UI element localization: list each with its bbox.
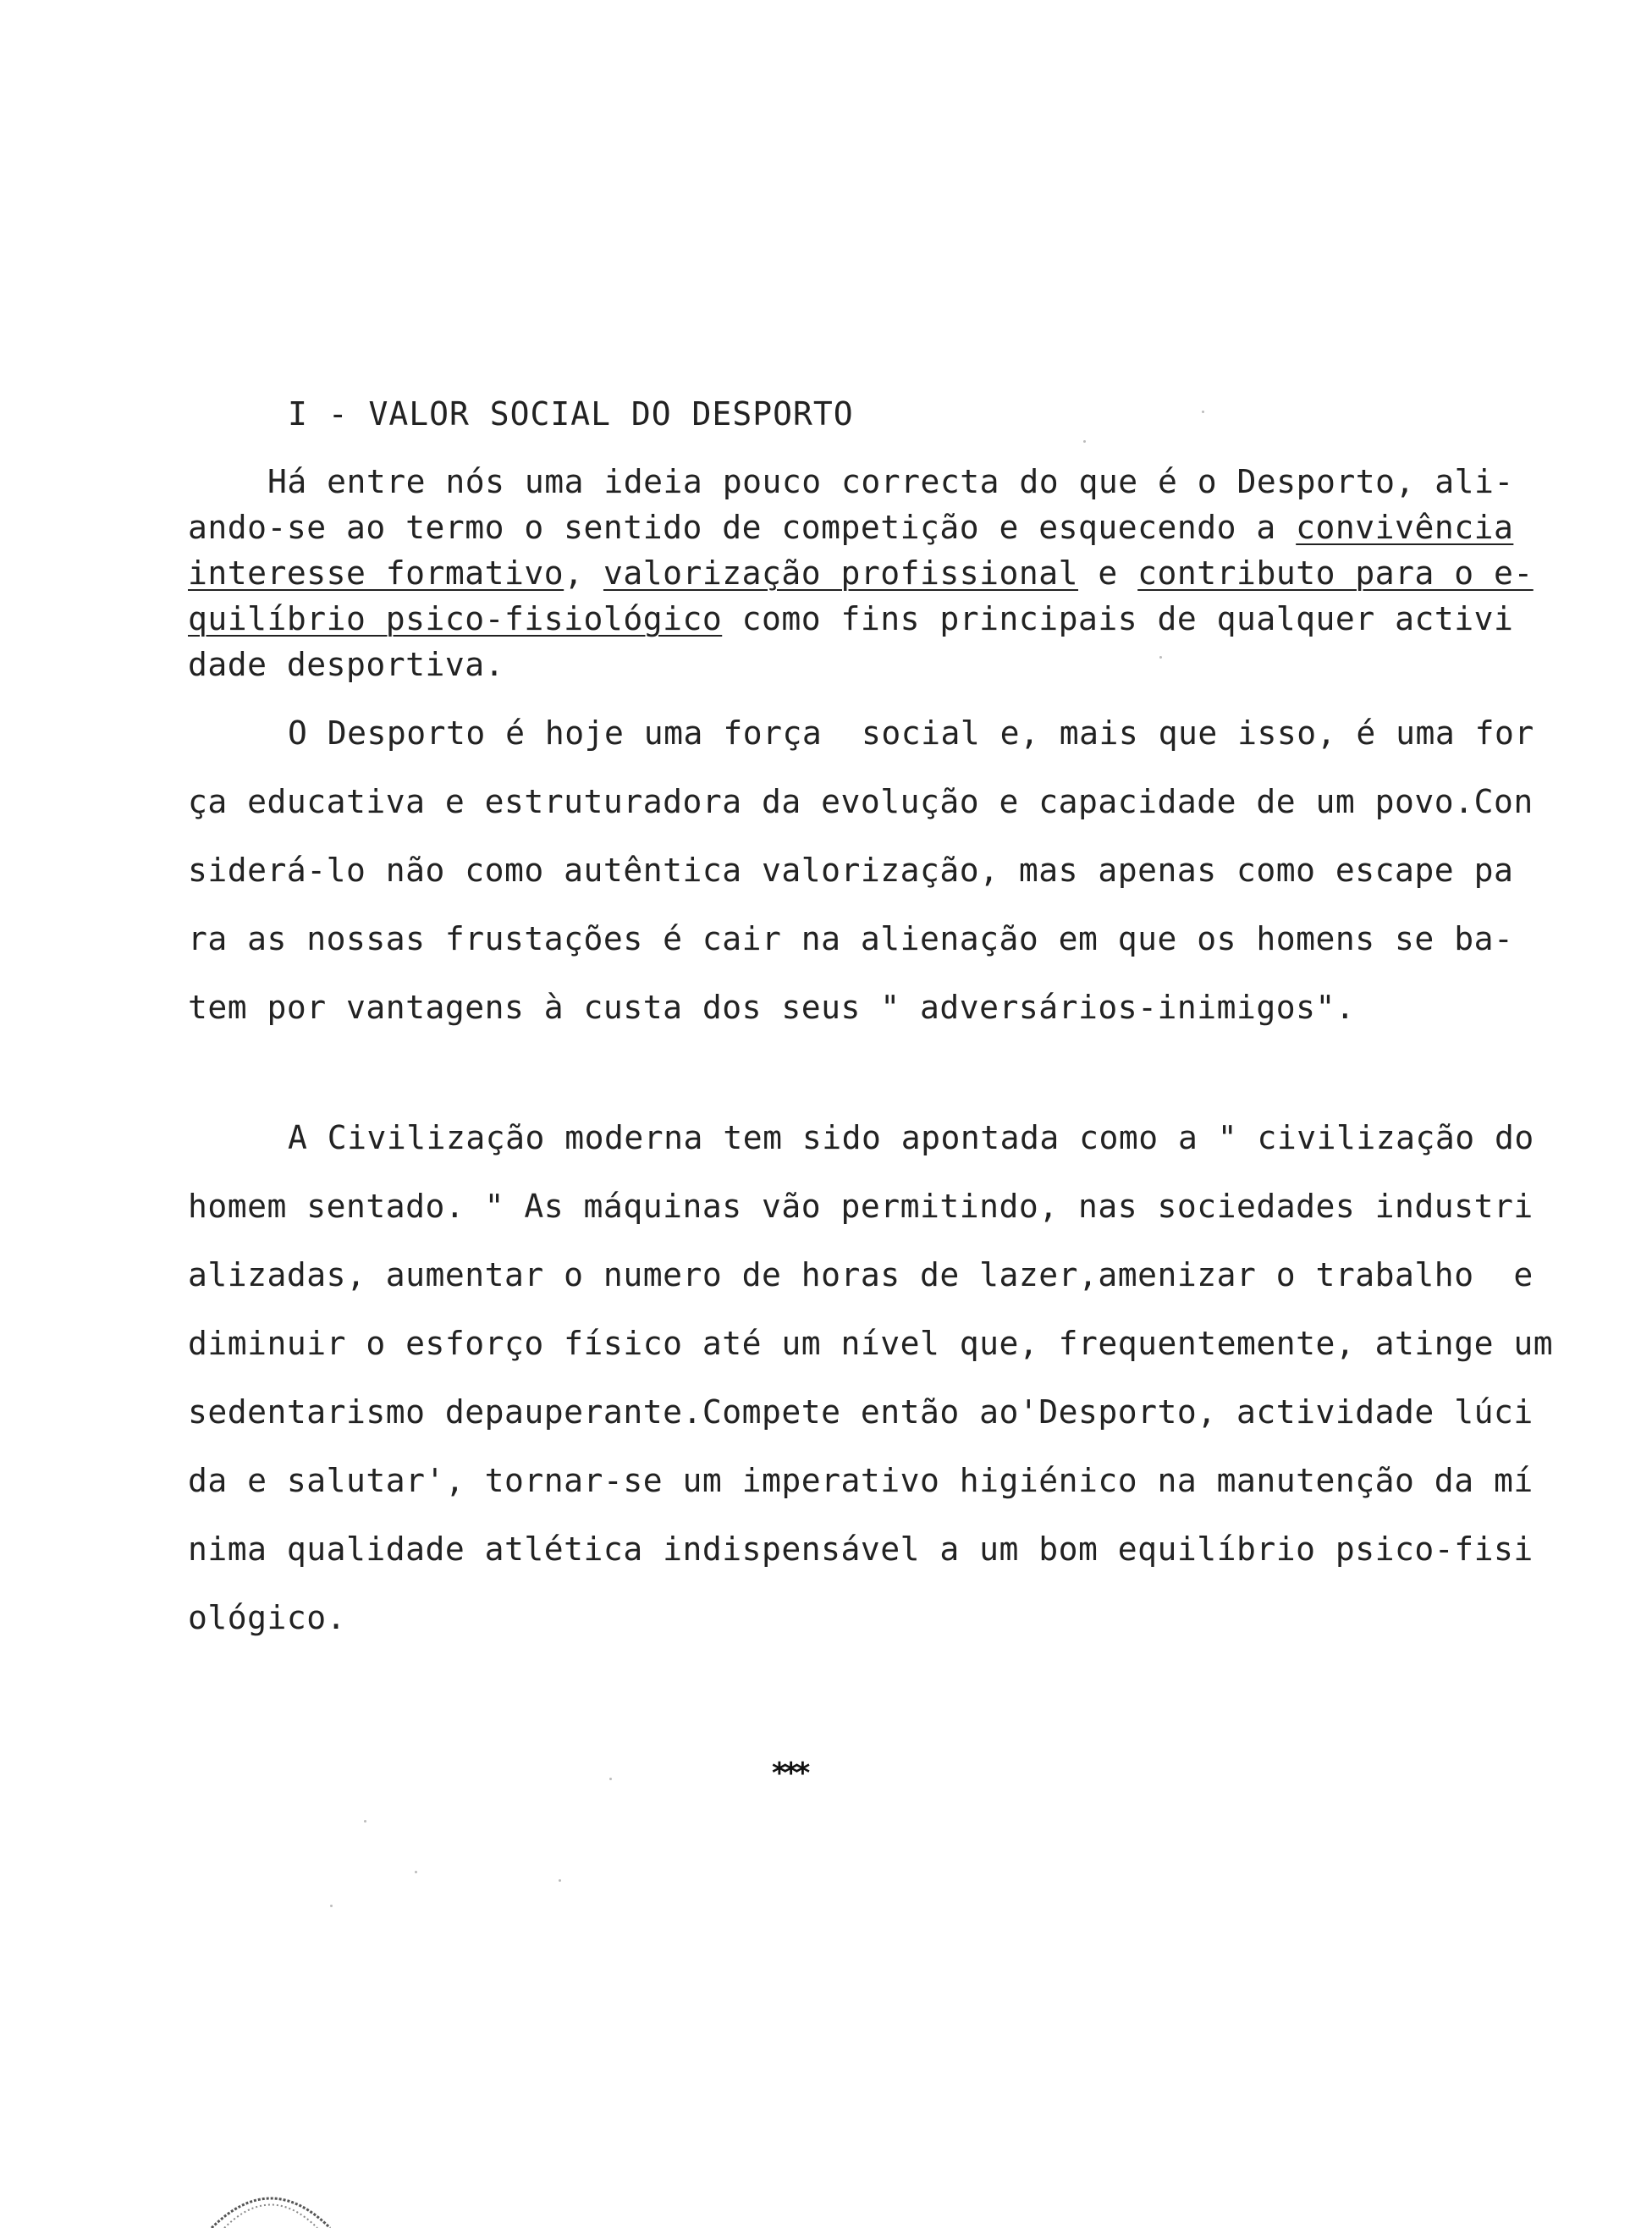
paragraph-3-line-1: A Civilização moderna tem sido apontada como a " civilização do [288, 1119, 1534, 1156]
scan-speck [609, 1778, 612, 1780]
paragraph-1-line-3 [188, 553, 1542, 593]
stamp-mark [203, 2177, 339, 2228]
scan-speck [559, 1879, 561, 1882]
underlined-term: valorização profissional [603, 554, 1079, 592]
scan-speck [1202, 411, 1204, 413]
section-heading: I - VALOR SOCIAL DO DESPORTO [288, 395, 854, 433]
text-run: e [1078, 554, 1138, 592]
paragraph-3-line-6: da e salutar', tornar-se um imperativo higiénico na manutenção da mí [188, 1462, 1534, 1499]
paragraph-2-line-2: ça educativa e estruturadora da evolução e capacidade de um povo.Con [188, 783, 1534, 820]
paragraph-1-line-2 [188, 507, 1542, 548]
section-separator: *** [772, 1756, 807, 1790]
paragraph-1-line-4 [188, 598, 1542, 639]
text-run: , [564, 554, 603, 592]
paragraph-2-line-3: siderá-lo não como autêntica valorização, mas apenas como escape pa [188, 852, 1514, 889]
scan-speck [330, 1905, 333, 1907]
underlined-term: convivência [1296, 509, 1514, 546]
scan-speck [415, 1871, 417, 1873]
paragraph-3-line-8: ológico. [188, 1599, 347, 1636]
underlined-term: interesse formativo [188, 554, 564, 592]
paragraph-3-line-7: nima qualidade atlética indispensável a um bom equilíbrio psico-fisi [188, 1530, 1534, 1568]
scan-speck [1159, 656, 1162, 659]
paragraph-3-line-5: sedentarismo depauperante.Compete então ao'Desporto, actividade lúci [188, 1393, 1534, 1431]
paragraph-1-line-1: Há entre nós uma ideia pouco correcta do que é o Desporto, ali- [267, 463, 1514, 500]
paragraph-2-line-1: O Desporto é hoje uma força social e, mais que isso, é uma for [288, 714, 1534, 752]
paragraph-1-line-5: dade desportiva. [188, 646, 505, 683]
paragraph-2-line-4: ra as nossas frustações é cair na alienação em que os homens se ba- [188, 920, 1514, 957]
paragraph-3-line-2: homem sentado. " As máquinas vão permitindo, nas sociedades industri [188, 1188, 1534, 1225]
scan-speck [1083, 440, 1086, 443]
underlined-term: contributo para o e- [1137, 554, 1534, 592]
text-run: como fins principais de qualquer activi [722, 600, 1514, 637]
paragraph-3-line-3: alizadas, aumentar o numero de horas de lazer,amenizar o trabalho e [188, 1256, 1534, 1293]
paragraph-2-line-5: tem por vantagens à custa dos seus " adversários-inimigos". [188, 989, 1356, 1026]
underlined-term: quilíbrio psico-fisiológico [188, 600, 723, 637]
text-run: ando-se ao termo o sentido de competição e esquecendo a [188, 509, 1297, 546]
scan-speck [364, 1820, 366, 1823]
paragraph-3-line-4: diminuir o esforço físico até um nível que, frequentemente, atinge um [188, 1325, 1554, 1362]
